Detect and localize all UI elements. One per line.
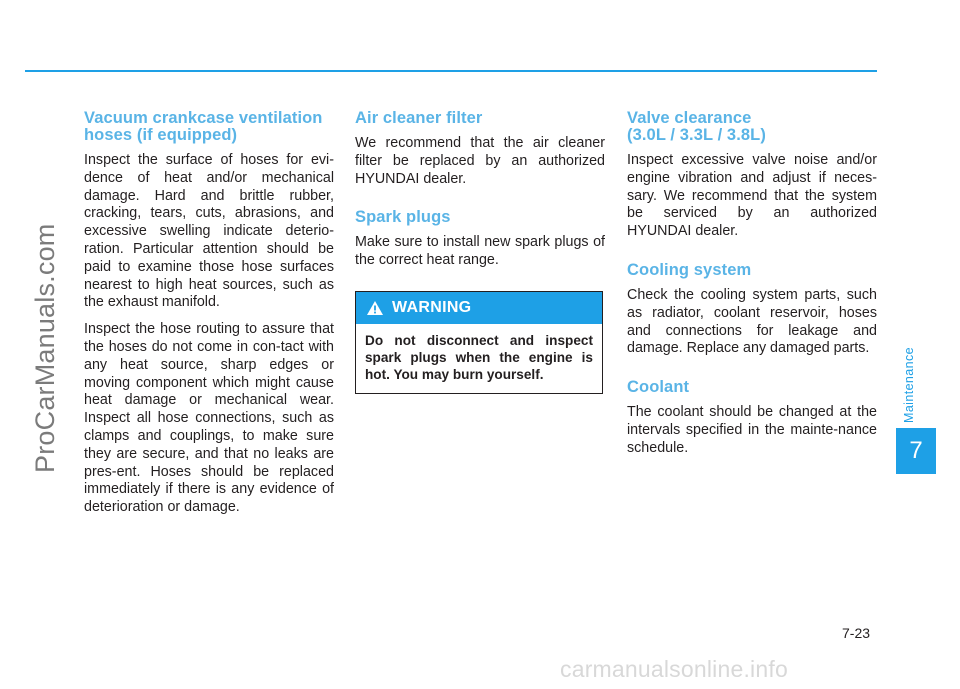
column-1 (84, 110, 334, 526)
paragraph-cooling-system: Check the cooling system parts, such as radiator, coolant reservoir, hoses and connections for leakage and damage. Replace any damaged parts. (627, 286, 877, 357)
warning-text: Do not disconnect and inspect spark plugs when the engine is hot. You may burn yourself. (365, 332, 593, 382)
section-air-cleaner (355, 110, 605, 188)
chapter-side-label: Maintenance (902, 347, 916, 423)
page-number: 7-23 (842, 625, 871, 641)
paragraph-hose-routing: Inspect the hose routing to assure that the hoses do not come in con-tact with any heat source, sharp edges or moving component which might cause heat damage or mechanical wear. Inspect all hose connections, such as clamps and couplings, to make sure they are secure, and that no leaks are pres-ent. Hoses should be replaced immediately if there is any evidence of deterioration or damage. (84, 321, 334, 516)
paragraph-valve-clearance: Inspect excessive valve noise and/or engine vibration and adjust if neces-sary. We recommend that the system be serviced by an authorized HYUNDAI dealer. (627, 152, 877, 240)
section-cooling-system (627, 262, 877, 358)
heading-spark-plugs: Spark plugs (355, 208, 451, 227)
warning-triangle-icon (366, 300, 384, 316)
column-2 (355, 110, 605, 394)
heading-valve-clearance: Valve clearance (3.0L / 3.3L / 3.8L) (627, 109, 766, 144)
paragraph-coolant: The coolant should be changed at the intervals specified in the mainte-nance schedule. (627, 404, 877, 456)
paragraph-hose-surface: Inspect the surface of hoses for evi-dence of heat and/or mechanical damage. Hard and brittle rubber, cracking, tears, cuts, abrasions, and excessive swelling indicate deterio-ration. Particular attention should be paid to examine those hose surfaces nearest to high heat sources, such as the exhaust manifold. (84, 152, 334, 311)
paragraph-air-cleaner: We recommend that the air cleaner filter be replaced by an authorized HYUNDAI dealer. (355, 135, 605, 187)
warning-header (356, 292, 602, 324)
warning-title: WARNING (392, 298, 472, 316)
chapter-tab: 7 (896, 428, 936, 474)
header-rule (25, 70, 877, 72)
warning-box (355, 291, 603, 394)
heading-cooling-system: Cooling system (627, 260, 752, 279)
heading-air-cleaner: Air cleaner filter (355, 109, 483, 127)
column-3 (627, 110, 877, 479)
section-spark-plugs (355, 209, 605, 270)
paragraph-spark-plugs: Make sure to install new spark plugs of the correct heat range. (355, 234, 605, 269)
left-watermark: ProCarManuals.com (30, 223, 60, 473)
section-coolant (627, 379, 877, 457)
bottom-watermark: carmanualsonline.info (560, 656, 788, 682)
heading-vacuum-crankcase: Vacuum crankcase ventilation hoses (if equipped) (84, 109, 323, 144)
heading-coolant: Coolant (627, 378, 690, 397)
section-valve-clearance (627, 110, 877, 241)
